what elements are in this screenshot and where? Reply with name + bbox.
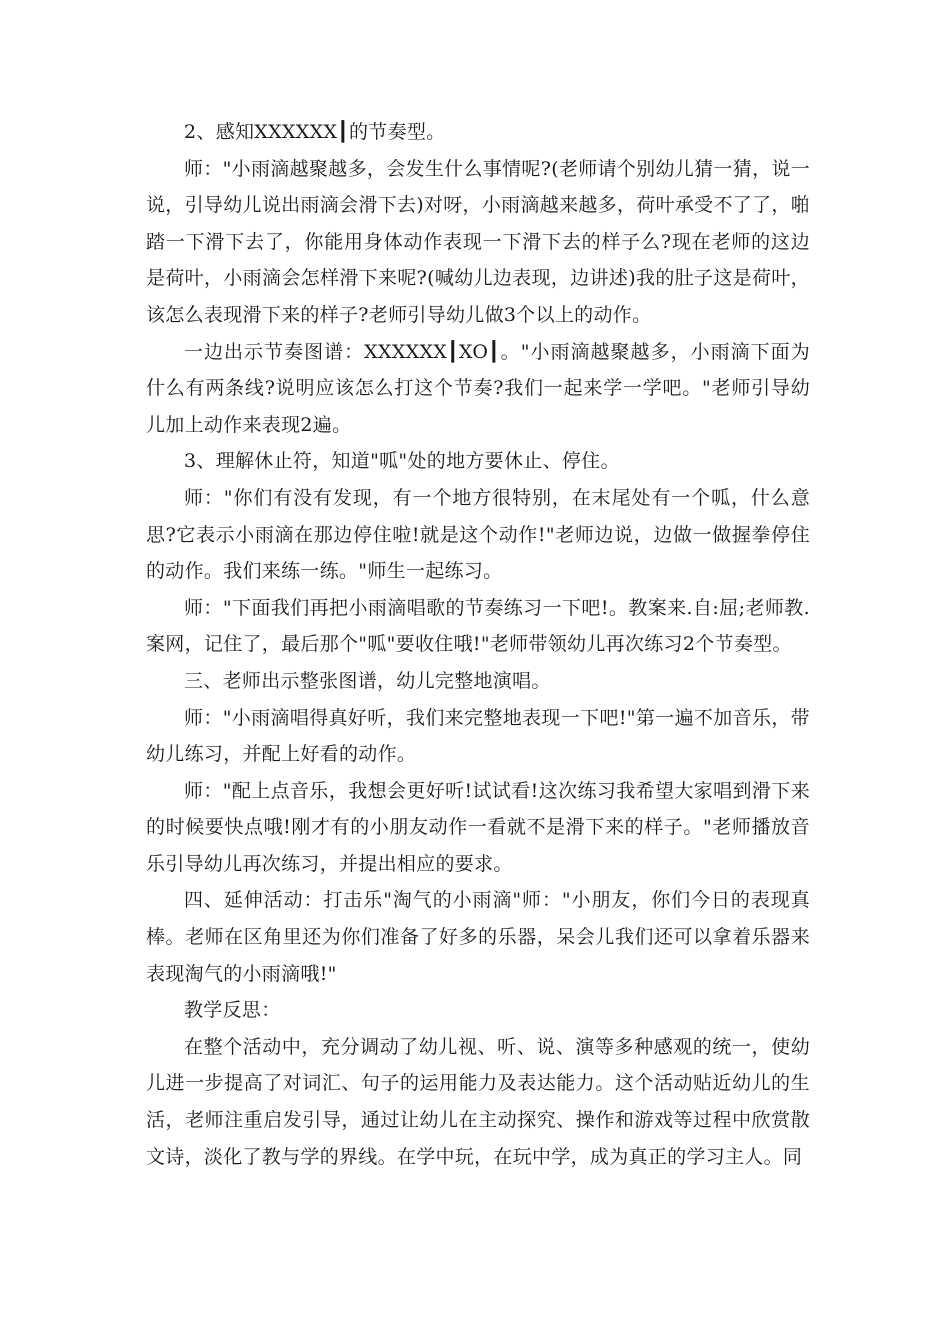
- paragraph-teacher-practice: 师："下面我们再把小雨滴唱歌的节奏练习一下吧!。教案来.自:屈;老师教.案网，记住了，最后那个"呱"要收住哦!"老师带领幼儿再次练习2个节奏型。: [146, 596, 810, 656]
- paragraph-section-four-extension: 四、延伸活动：打击乐"淘气的小雨滴"师："小朋友，你们今日的表现真棒。老师在区角里还为你们准备了好多的乐器，呆会儿我们还可以拿着乐器来表现淘气的小雨滴哦!": [146, 889, 810, 985]
- paragraph-teacher-with-music: 师："配上点音乐，我想会更好听!试试看!这次练习我希望大家唱到滑下来的时候要快点哦!刚才有的小朋友动作一看就不是滑下来的样子。"老师播放音乐引导幼儿再次练习，并提出相应的要求。: [146, 779, 810, 875]
- paragraph-teacher-rest-explain: 师："你们有没有发现，有一个地方很特别，在末尾处有一个呱，什么意思?它表示小雨滴在那边停住啦!就是这个动作!"老师边说，边做一做握拳停住的动作。我们来练一练。"师生一起练习。: [146, 486, 810, 583]
- paragraph-rest-heading: 3、理解休止符，知道"呱"处的地方要休止、停住。: [184, 450, 620, 473]
- document-page: [146, 114, 810, 1175]
- paragraph-rhythm-heading: 2、感知XXXXXX┃的节奏型。: [184, 121, 446, 143]
- paragraph-reflection-body: 在整个活动中，充分调动了幼儿视、听、说、演等多种感观的统一，使幼儿进一步提高了对词汇、句子的运用能力及表达能力。这个活动贴近幼儿的生活，老师注重启发引导，通过让幼儿在主动探究、操作和游戏等过程中欣赏散文诗，淡化了教与学的界线。在学中玩，在玩中学，成为真正的学习主人。同: [146, 1035, 810, 1168]
- paragraph-teacher-raindrops-slide: 师："小雨滴越聚越多，会发生什么事情呢?(老师请个别幼儿猜一猜，说一说，引导幼儿说出雨滴会滑下去)对呀，小雨滴越来越多，荷叶承受不了了，啪踏一下滑下去了，你能用身体动作表现一下滑下去的样子么?现在老师的这边是荷叶，小雨滴会怎样滑下来呢?(喊幼儿边表现，边讲述)我的肚子这是荷叶，该怎么表现滑下来的样子?老师引导幼儿做3个以上的动作。: [146, 157, 810, 326]
- paragraph-reflection-heading: 教学反思：: [184, 999, 281, 1022]
- paragraph-rhythm-chart: 一边出示节奏图谱：XXXXXX┃XO┃。"小雨滴越聚越多，小雨滴下面为什么有两条线?说明应该怎么打这个节奏?我们一起来学一学吧。"老师引导幼儿加上动作来表现2遍。: [146, 340, 810, 436]
- paragraph-teacher-full-performance: 师："小雨滴唱得真好听，我们来完整地表现一下吧!"第一遍不加音乐，带幼儿练习，并配上好看的动作。: [146, 706, 810, 766]
- paragraph-section-three-heading: 三、老师出示整张图谱，幼儿完整地演唱。: [184, 669, 551, 692]
